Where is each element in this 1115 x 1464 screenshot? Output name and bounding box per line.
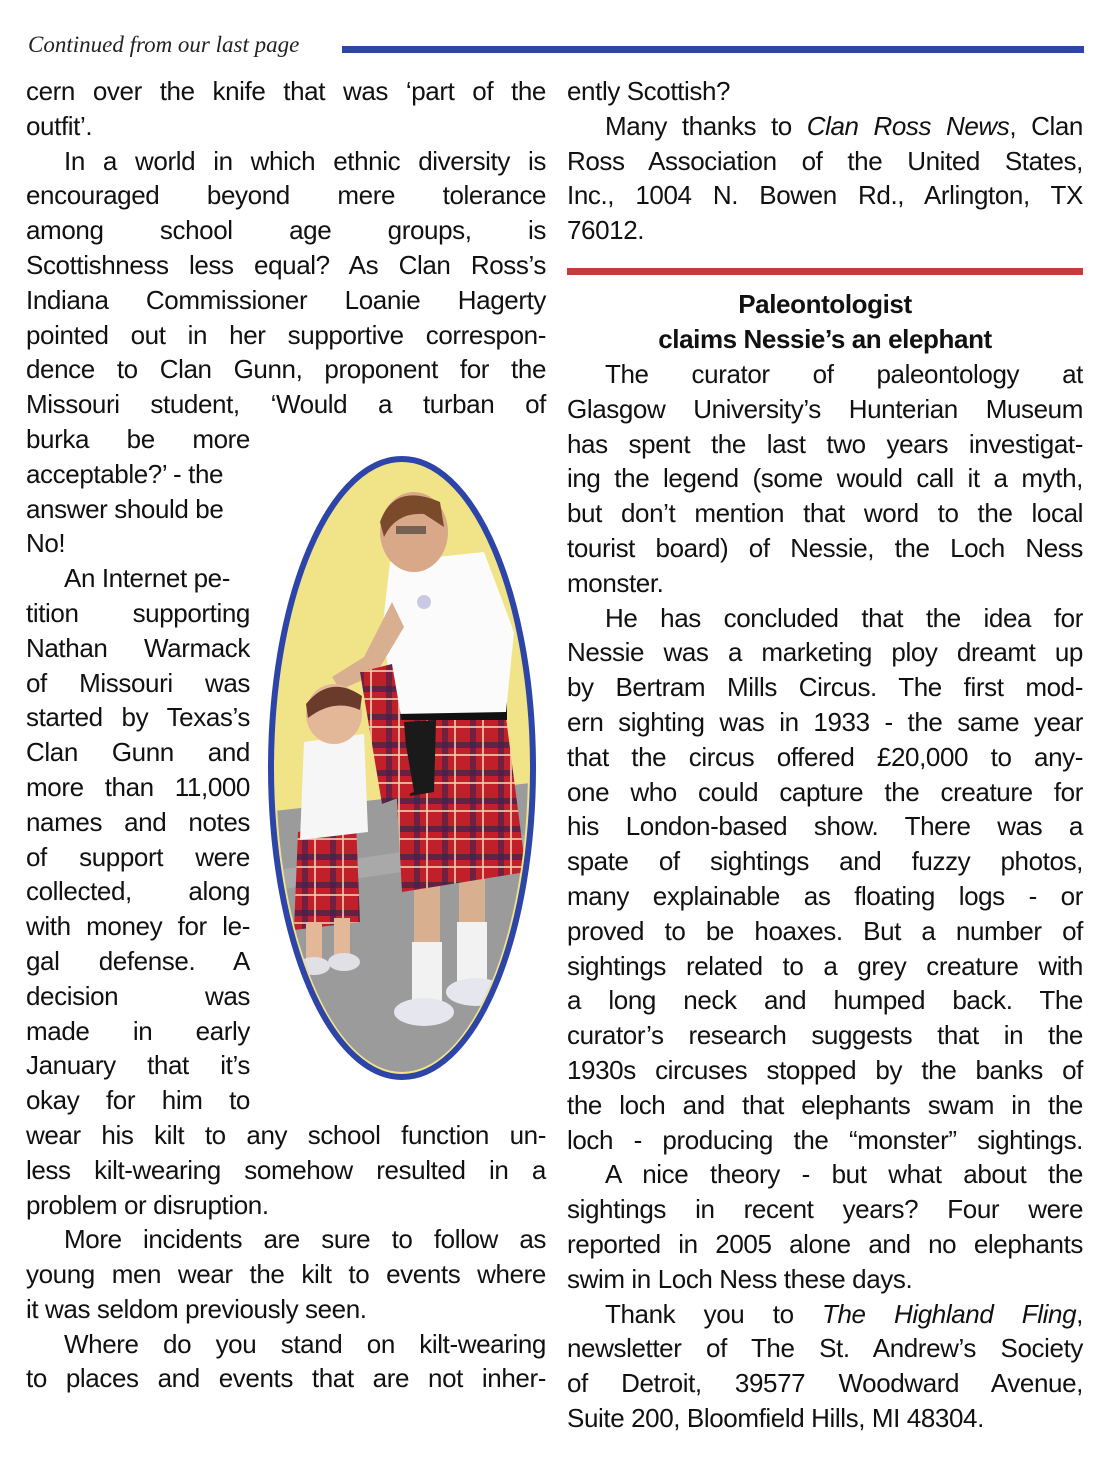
text-line: sightings related to a grey creature with <box>567 950 1083 981</box>
text-line: spate of sightings and fuzzy photos, <box>567 846 1083 877</box>
text-line: collected, along <box>26 876 250 907</box>
text-line: Nessie was a marketing ploy dreamt up <box>567 637 1083 668</box>
text-line: newsletter of The St. Andrew’s Society <box>567 1333 1083 1364</box>
text-line: that the circus offered £20,000 to any- <box>567 741 1083 772</box>
text-line: cern over the knife that was ‘part of the <box>26 76 546 106</box>
text-line: Glasgow University’s Hunterian Museum <box>567 393 1083 424</box>
text-line <box>567 109 1083 144</box>
text-line: tition supporting <box>26 597 250 628</box>
text-line: Nathan Warmack <box>26 632 250 663</box>
text-line: of Detroit, 39577 Woodward Avenue, <box>567 1368 1083 1399</box>
text-line: answer should be <box>26 493 224 524</box>
publication-name: The Highland Fling <box>822 1298 1077 1329</box>
text-line: burka be more <box>26 423 250 454</box>
text-line: Missouri student, ‘Would a turban of <box>26 389 546 420</box>
text-span: , Clan <box>1009 110 1083 141</box>
right-column <box>567 74 1083 1436</box>
text-line: sightings in recent years? Four were <box>567 1194 1083 1225</box>
text-line: He has concluded that the idea for <box>605 602 1083 633</box>
text-line: started by Texas’s <box>26 702 250 733</box>
text-line: 76012. <box>567 215 645 246</box>
text-span: Thank you to <box>605 1298 823 1329</box>
text-line: ern sighting was in 1933 - the same year <box>567 706 1083 737</box>
text-line: of support were <box>26 841 250 872</box>
text-line: to places and events that are not inher- <box>26 1363 546 1394</box>
text-line: acceptable?’ - the <box>26 458 224 489</box>
text-line: 1930s circuses stopped by the banks of <box>567 1054 1083 1085</box>
text-line: less kilt-wearing somehow resulted in a <box>26 1154 546 1185</box>
publication-name: Clan Ross News <box>806 110 1010 141</box>
text-line: Inc., 1004 N. Bowen Rd., Arlington, TX <box>567 180 1083 211</box>
text-line <box>567 1297 1083 1332</box>
header-blue-rule <box>342 46 1084 53</box>
text-line: Suite 200, Bloomfield Hills, MI 48304. <box>567 1402 984 1433</box>
text-line: pointed out in her supportive correspon- <box>26 319 546 350</box>
text-line: outfit’. <box>26 110 93 141</box>
text-line: among school age groups, is <box>26 215 546 246</box>
text-line: has spent the last two years investigat- <box>567 428 1083 459</box>
text-line: reported in 2005 alone and no elephants <box>567 1228 1083 1259</box>
continued-label: Continued from our last page <box>28 32 300 57</box>
text-line: of Missouri was <box>26 667 250 698</box>
text-line: No! <box>26 528 66 559</box>
text-line: the loch and that elephants swam in the <box>567 1089 1083 1120</box>
text-line: Indiana Commissioner Loanie Hagerty <box>26 284 546 315</box>
text-line: The curator of paleontology at <box>605 358 1083 389</box>
text-line: his London-based show. There was a <box>567 811 1083 842</box>
text-line: Clan Gunn and <box>26 737 250 768</box>
text-line: Where do you stand on kilt-wearing <box>64 1328 546 1359</box>
text-line: many explainable as floating logs - or <box>567 880 1083 911</box>
text-line: loch - producing the “monster” sightings. <box>567 1124 1083 1155</box>
text-line: a long neck and humped back. The <box>567 985 1083 1016</box>
text-span: Many thanks to <box>605 110 807 141</box>
text-line: monster. <box>567 567 664 598</box>
text-line: ently Scottish? <box>567 76 731 106</box>
kilt-photo-image <box>264 452 540 1084</box>
text-line: A nice theory - but what about the <box>605 1159 1083 1190</box>
text-line: proved to be hoaxes. But a number of <box>567 915 1083 946</box>
kilt-photo <box>264 452 540 1084</box>
text-line: curator’s research suggests that in the <box>567 1020 1083 1051</box>
text-line: wear his kilt to any school function un- <box>26 1119 546 1150</box>
text-line: tourist board) of Nessie, the Loch Ness <box>567 532 1083 563</box>
text-line: but don’t mention that word to the local <box>567 498 1083 529</box>
article-headline-line1: Paleontologist <box>738 288 912 319</box>
page-header <box>28 30 1084 66</box>
text-line: by Bertram Mills Circus. The first mod- <box>567 672 1083 703</box>
article-headline-line2: claims Nessie’s an elephant <box>658 323 992 354</box>
text-line: problem or disruption. <box>26 1189 269 1220</box>
text-line: More incidents are sure to follow as <box>64 1224 546 1255</box>
text-line: okay for him to <box>26 1085 250 1116</box>
text-span: , <box>1076 1298 1083 1329</box>
text-line: young men wear the kilt to events where <box>26 1259 546 1290</box>
text-line: names and notes <box>26 806 250 837</box>
text-line: with money for le- <box>26 911 250 942</box>
text-line: more than 11,000 <box>26 771 250 802</box>
text-line: encouraged beyond mere tolerance <box>26 180 546 211</box>
text-line: it was seldom previously seen. <box>26 1293 367 1324</box>
text-line: Scottishness less equal? As Clan Ross’s <box>26 249 546 280</box>
text-line: made in early <box>26 1015 250 1046</box>
text-line: decision was <box>26 980 250 1011</box>
text-line: one who could capture the creature for <box>567 776 1083 807</box>
text-line: swim in Loch Ness these days. <box>567 1263 913 1294</box>
text-line: ing the legend (some would call it a myth, <box>567 463 1083 494</box>
text-line: An Internet pe- <box>64 563 230 594</box>
text-line: Ross Association of the United States, <box>567 145 1083 176</box>
section-divider <box>567 268 1083 275</box>
text-line: In a world in which ethnic diversity is <box>64 145 546 176</box>
text-line: January that it’s <box>26 1050 250 1081</box>
text-line: gal defense. A <box>26 945 250 976</box>
text-line: dence to Clan Gunn, proponent for the <box>26 354 546 385</box>
